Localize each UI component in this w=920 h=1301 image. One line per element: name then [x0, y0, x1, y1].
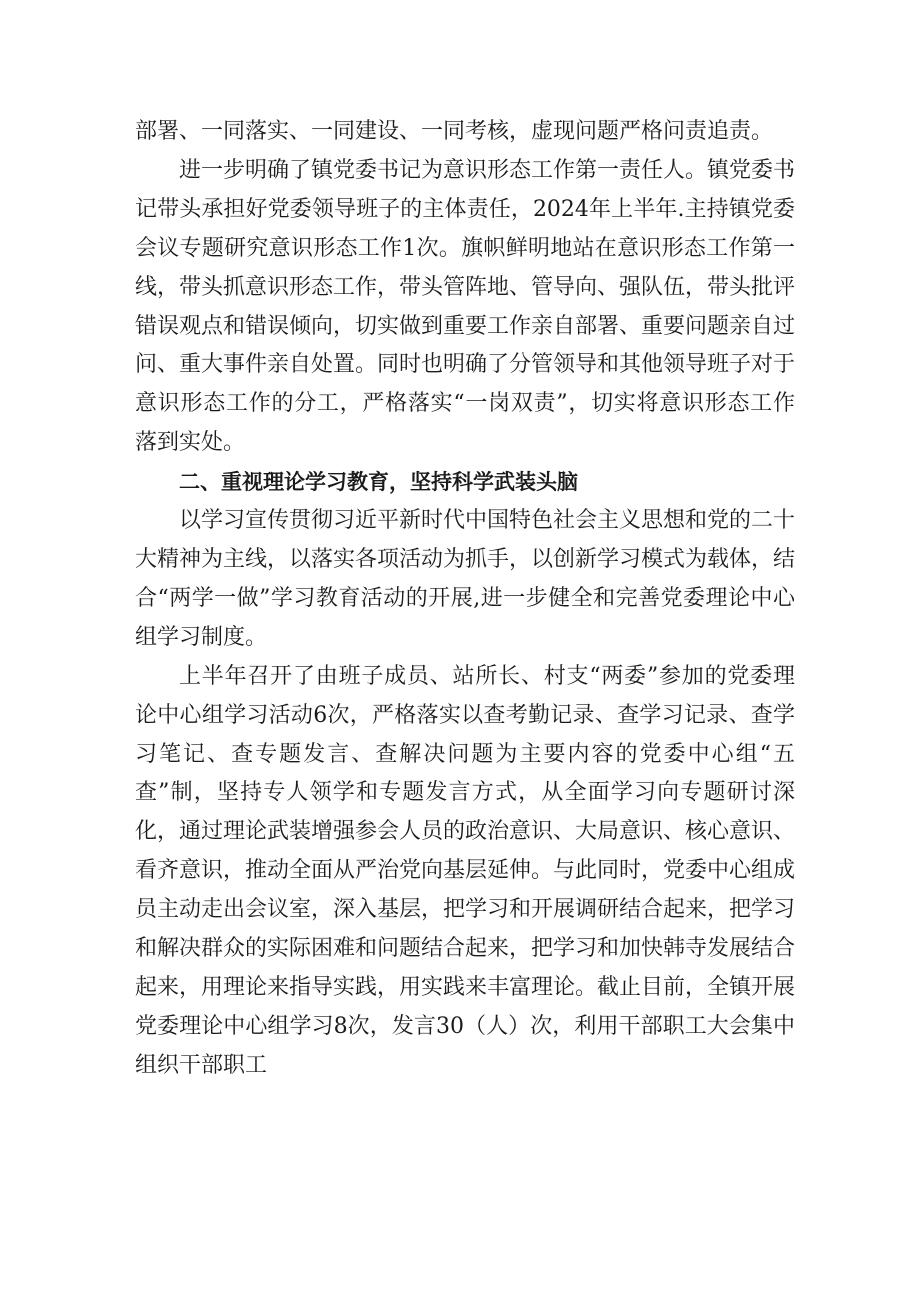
paragraph-continuation: 部署、一同落实、一同建设、一同考核，虚现问题严格问责追责。 — [135, 119, 774, 144]
paragraph-study-mainline: 以学习宣传贯彻习近平新时代中国特色社会主义思想和党的二十大精神为主线，以落实各项活动为抓手，以创新学习模式为载体，结合“两学一做”学习教育活动的开展,进一步健全和完善党委理论中心组学习制度。 — [135, 508, 796, 650]
paragraph-central-group-study: 上半年召开了由班子成员、站所长、村支“两委”参加的党委理论中心组学习活动6次，严格落实以查考勤记录、查学习记录、查学习笔记、查专题发言、查解决问题为主要内容的党委中心组“五查”制，坚持专人领学和专题发言方式，从全面学习向专题研讨深化，通过理论武装增强参会人员的政治意识、大局意识、核心意识、看齐意识，推动全面从严治党向基层延伸。与此同时，党委中心组成员主动走出会议室，深入基层，把学习和开展调研结合起来，把学习和解决群众的实际困难和问题结合起来，把学习和加快韩寺发展结合起来，用理论来指导实践，用实践来丰富理论。截止目前，全镇开展党委理论中心组学习8次，发言30（人）次，利用干部职工大会集中组织干部职工 — [135, 663, 796, 1078]
paragraph-party-secretary-responsibility: 进一步明确了镇党委书记为意识形态工作第一责任人。镇党委书记带头承担好党委领导班子的主体责任，2024年上半年.主持镇党委会议专题研究意识形态工作1次。旗帜鲜明地站在意识形态工作第一线，带头抓意识形态工作，带头管阵地、管导向、强队伍，带头批评错误观点和错误倾向，切实做到重要工作亲自部署、重要问题亲自过问、重大事件亲自处置。同时也明确了分管领导和其他领导班子对于意识形态工作的分工，严格落实“一岗双责”，切实将意识形态工作落到实处。 — [135, 157, 796, 456]
section-heading-theory-study: 二、重视理论学习教育，坚持科学武装头脑 — [179, 470, 578, 495]
document-body — [135, 113, 795, 1086]
